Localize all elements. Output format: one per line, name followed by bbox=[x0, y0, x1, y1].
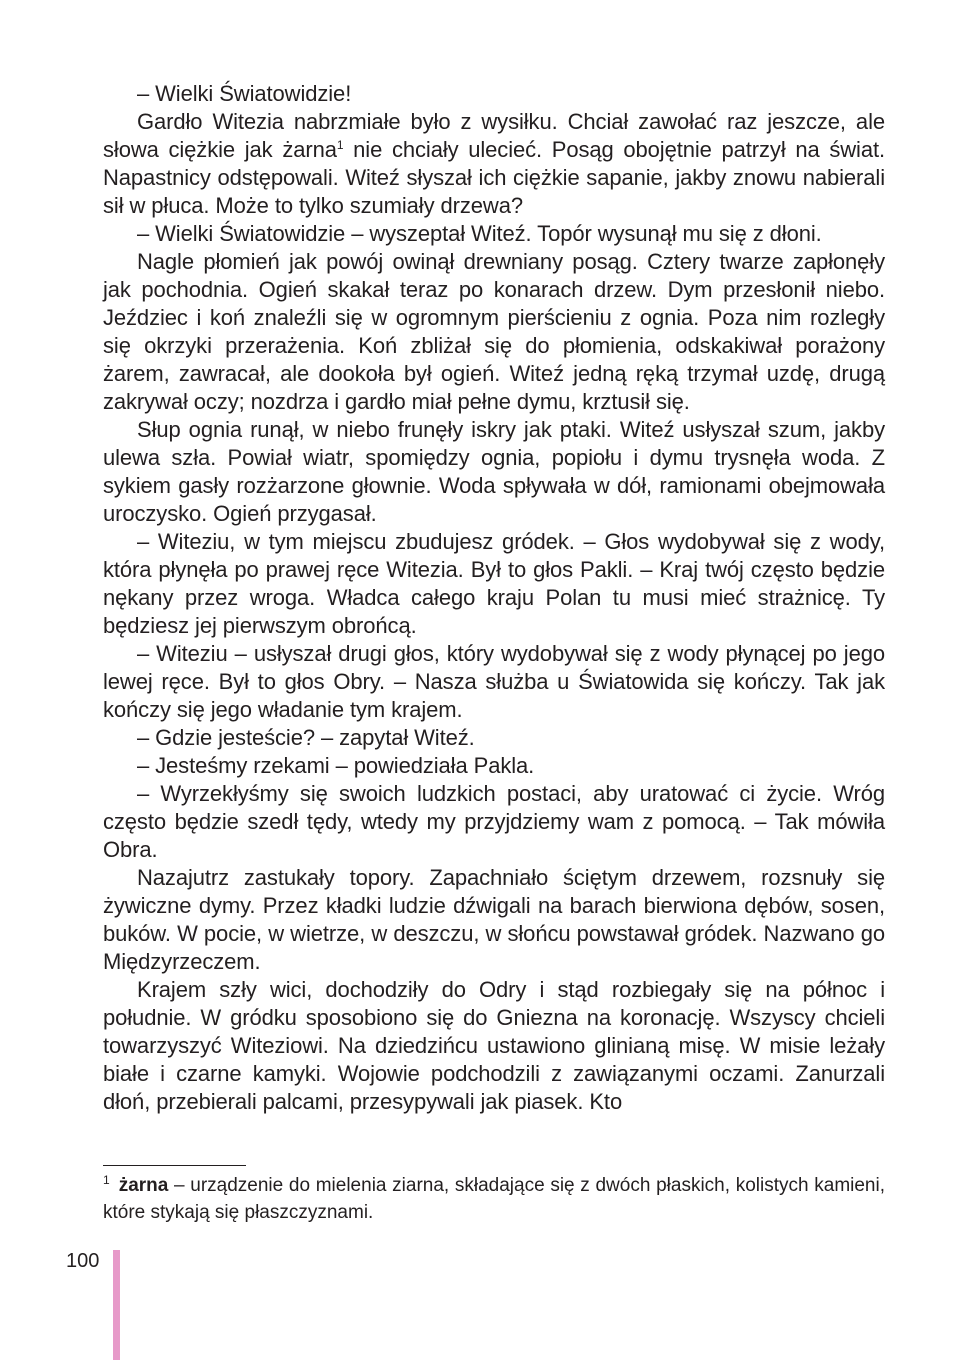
page-accent-bar bbox=[113, 1250, 120, 1360]
footnote bbox=[103, 1172, 885, 1226]
paragraph: Nagle płomień jak powój owinął drewniany posąg. Cztery twarze zapłonęły jak pochodnia. Ogień skakał teraz po konarach drzew. Dym przesłonił niebo. Jeździec i koń znaleźli się w ogromnym pierścieniu z ognia. Poza nim rozległy się okrzyki przerażenia. Koń zbliżał się do płomienia, odskakiwał porażony żarem, zawracał, ale dookoła był ogień. Witeź jedną ręką trzymał uzdę, drugą zakrywał oczy; nozdrza i gardło miał pełne dymu, krztusił się. bbox=[103, 249, 885, 414]
paragraph: Krajem szły wici, dochodziły do Odry i stąd rozbiegały się na północ i południe. W gródku sposobiono się do Gniezna na koronację. Wszyscy chcieli towarzyszyć Witeziowi. Na dziedzińcu ustawiono glinianą misę. W misie leżały białe i czarne kamyki. Wojowie podchodzili z zawiązanymi oczami. Zanurzali dłoń, przebierali palcami, przesypywali jak piasek. Kto bbox=[103, 977, 885, 1114]
footnote-divider bbox=[103, 1165, 246, 1166]
paragraph: Nazajutrz zastukały topory. Zapachniało ściętym drzewem, rozsnuły się żywiczne dymy. Przez kładki ludzie dźwigali na barach bierwiona dębów, sosen, buków. W pocie, w wietrze, w deszczu, w słońcu powstawał gródek. Nazwano go Międzyrzeczem. bbox=[103, 865, 885, 974]
paragraph-text: nie chciały ulecieć. Posąg obojętnie patrzył na świat. Napastnicy odstępowali. Witeź słyszał ich ciężkie sapanie, jakby znowu nabierali sił w płuca. Może to tylko szumiały drzewa? bbox=[103, 137, 886, 218]
footnote-reference: 1 bbox=[336, 138, 344, 152]
paragraph: – Gdzie jesteście? – zapytał Witeź. bbox=[137, 725, 475, 750]
paragraph: Słup ognia runął, w niebo frunęły iskry jak ptaki. Witeź usłyszał szum, jakby ulewa szła. Powiał wiatr, spomiędzy ognia, popiołu i dymu trysnęła woda. Z sykiem gasły rozżarzone głownie. Woda spływała w dół, ramionami obejmowała uroczysko. Ogień przygasał. bbox=[103, 417, 885, 526]
page-number: 100 bbox=[66, 1250, 100, 1272]
paragraph-text: Gardło Witezia nabrzmiałe było z wysiłku. Chciał zawołać raz jeszcze, ale słowa ciężkie jak żarna bbox=[103, 109, 885, 162]
paragraph: – Wielki Światowidzie! bbox=[137, 81, 352, 106]
paragraph: – Witeziu, w tym miejscu zbudujesz gródek. – Głos wydobywał się z wody, która płynęła po prawej ręce Witezia. Był to głos Pakli. – Kraj twój często będzie nękany przez wroga. Władca całego kraju Polan tu musi mieć strażnicę. Ty będziesz jej pierwszym obrońcą. bbox=[103, 529, 885, 638]
paragraph: – Jesteśmy rzekami – powiedziała Pakla. bbox=[137, 753, 535, 778]
paragraph: – Witeziu – usłyszał drugi głos, który wydobywał się z wody płynącej po jego lewej ręce. Był to głos Obry. – Nasza służba u Światowida się kończy. Tak jak kończy się jego władanie tym krajem. bbox=[103, 641, 885, 722]
footnote-mark: 1 bbox=[103, 1173, 110, 1187]
paragraph bbox=[103, 108, 885, 220]
paragraph: – Wielki Światowidzie – wyszeptał Witeź. Topór wysunął mu się z dłoni. bbox=[137, 221, 822, 246]
body-text bbox=[103, 80, 885, 1116]
paragraph: – Wyrzekłyśmy się swoich ludzkich postaci, aby uratować ci życie. Wróg często będzie szedł tędy, wtedy my przyjdziemy wam z pomocą. – Tak mówiła Obra. bbox=[103, 781, 885, 862]
footnote-term: żarna bbox=[118, 1175, 169, 1196]
footnote-text: – urządzenie do mielenia ziarna, składające się z dwóch płaskich, kolistych kamieni, które stykają się płaszczyznami. bbox=[103, 1175, 885, 1223]
